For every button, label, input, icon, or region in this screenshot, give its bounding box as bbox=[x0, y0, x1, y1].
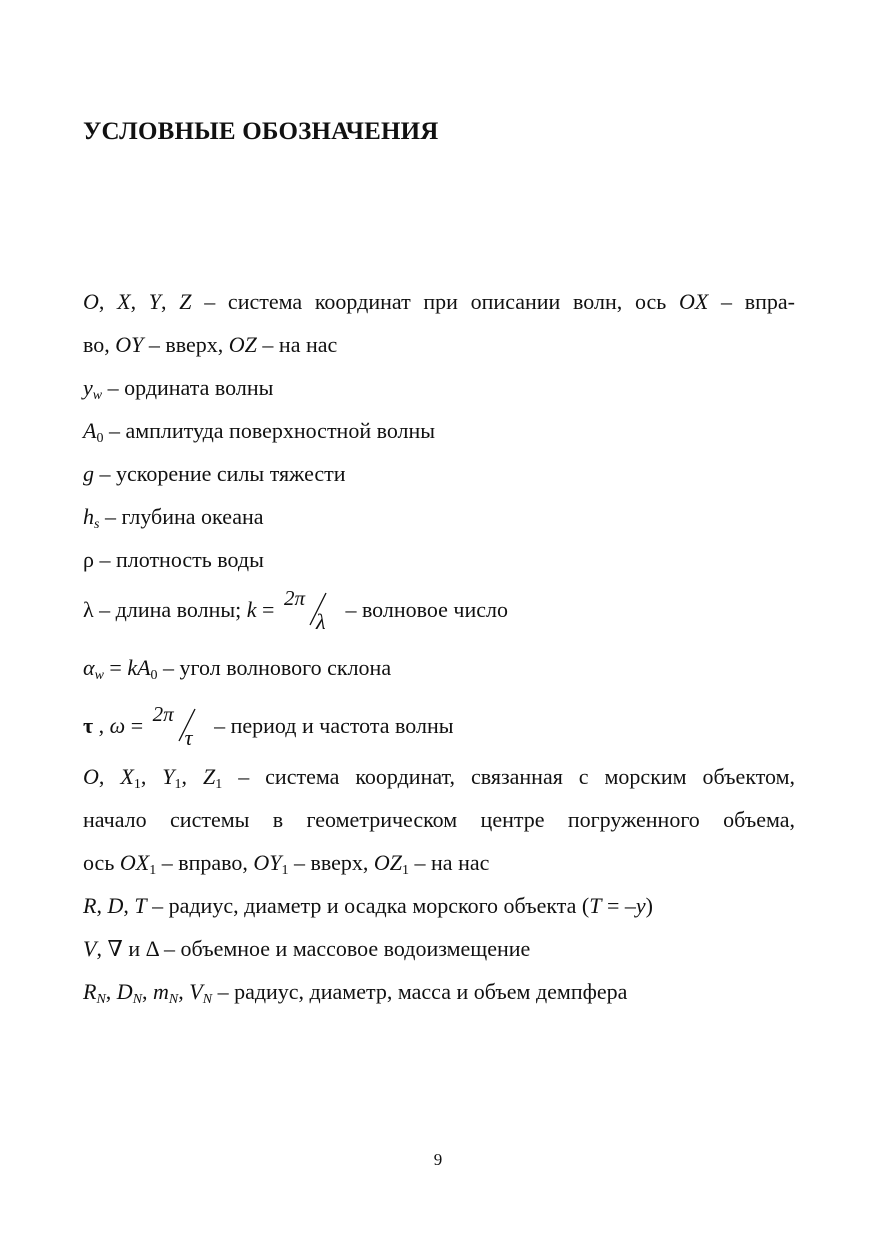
notation-entry-depth: $h_s$ – глубина океана bbox=[83, 504, 264, 532]
notation-entry-object-coordinates: O, $X_1$, $Y_1$, $Z_1$ – система координат, связанная с морским объектом, bbox=[83, 764, 796, 792]
notation-entry-displacement: V, ∇ и Δ – объемное и массовое водоизмещение bbox=[83, 936, 531, 961]
page-title: УСЛОВНЫЕ ОБОЗНАЧЕНИЯ bbox=[83, 118, 439, 145]
notation-entry-object-dimensions: R, D, T – радиус, диаметр и осадка морского объекта (T = –y) bbox=[83, 893, 653, 918]
notation-entry-wavelength: λ – длина волны; k = 2π λ – волновое число bbox=[83, 586, 508, 634]
fraction-wavenumber: 2π λ bbox=[284, 591, 336, 631]
notation-entry-wave-ordinate: $y_w$ – ордината волны bbox=[83, 375, 274, 403]
notation-entry-damper: $R_N$, $D_N$, $m_N$, $V_N$ – радиус, диаметр, масса и объем демпфера bbox=[83, 979, 628, 1007]
notation-entry-coordinate-system-cont: во, OY – вверх, OZ – на нас bbox=[83, 332, 338, 357]
notation-entry-period-frequency: τ , ω = 2π τ – период и частота волны bbox=[83, 702, 454, 750]
notation-list bbox=[83, 280, 795, 1013]
page-number: 9 bbox=[433, 1150, 443, 1169]
notation-entry-object-axes: ось $OX_1$ – вправо, $OY_1$ – вверх, $OZ_1$ – на нас bbox=[83, 850, 490, 878]
notation-entry-gravity: g – ускорение силы тяжести bbox=[83, 461, 346, 486]
notation-entry-slope-angle: $\alpha_w = kA_0$ – угол волнового склона bbox=[83, 655, 392, 683]
notation-entry-object-coordinates-cont: начало системы в геометрическом центре погруженного объема, bbox=[83, 807, 795, 832]
notation-entry-density: ρ – плотность воды bbox=[83, 547, 264, 572]
notation-entry-coordinate-system: O, X, Y, Z – система координат при описании волн, ось OX – впра- bbox=[83, 289, 796, 314]
fraction-frequency: 2π τ bbox=[153, 707, 205, 747]
notation-entry-amplitude: $A_0$ – амплитуда поверхностной волны bbox=[83, 418, 436, 446]
